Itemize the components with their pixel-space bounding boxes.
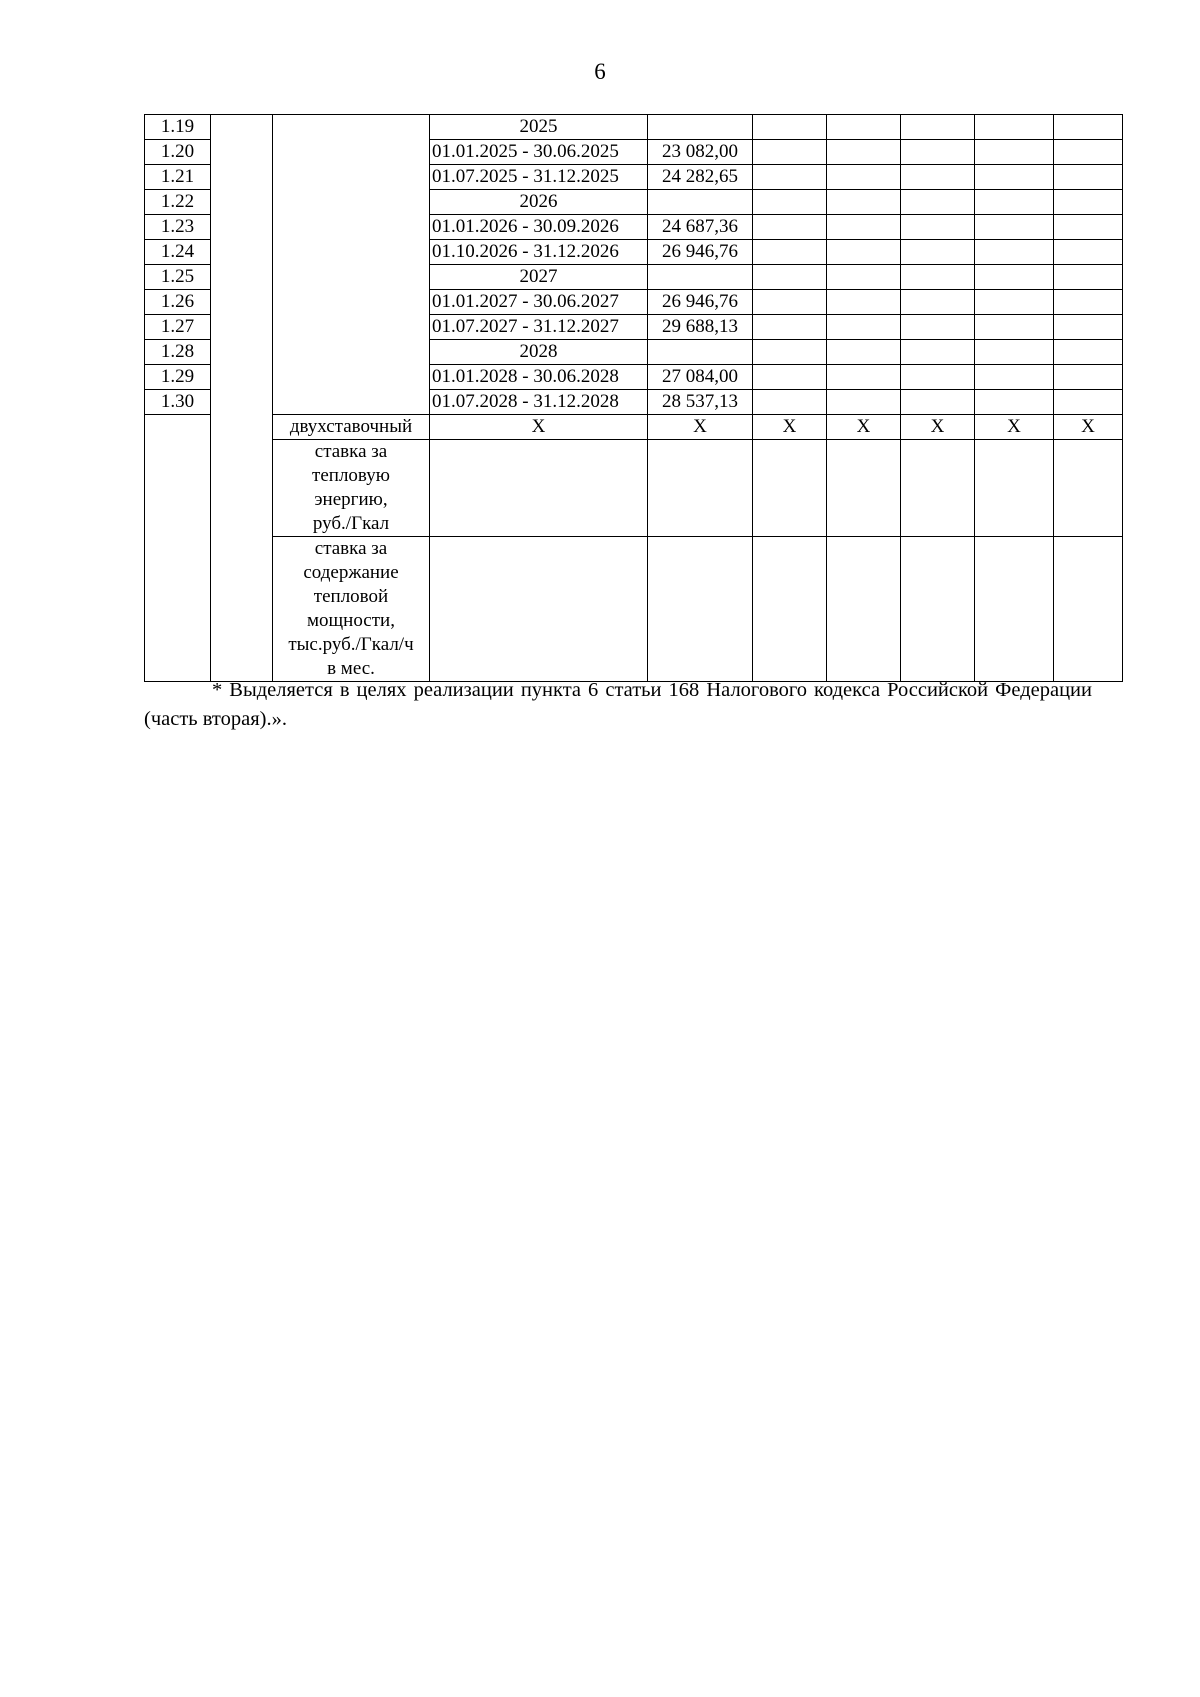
period-cell: 01.01.2026 - 30.09.2026 — [430, 215, 648, 240]
empty-cell — [1054, 165, 1123, 190]
empty-cell — [901, 315, 975, 340]
empty-cell — [1054, 315, 1123, 340]
empty-cell — [827, 240, 901, 265]
empty-cell — [753, 440, 827, 537]
row-number: 1.26 — [145, 290, 211, 315]
empty-cell — [975, 365, 1054, 390]
empty-cell — [753, 240, 827, 265]
tariff-value-cell: 26 946,76 — [648, 290, 753, 315]
tariff-value-cell — [648, 340, 753, 365]
empty-cell — [1054, 290, 1123, 315]
empty-cell — [975, 240, 1054, 265]
empty-cell — [901, 190, 975, 215]
empty-cell — [975, 165, 1054, 190]
capacity-rate-label-line: ставка за — [314, 538, 388, 559]
empty-cell — [1054, 215, 1123, 240]
energy-rate-label-line: энергию, — [314, 489, 388, 510]
empty-cell — [827, 340, 901, 365]
empty-cell — [827, 440, 901, 537]
empty-cell — [1054, 190, 1123, 215]
empty-cell — [827, 537, 901, 682]
period-cell: 01.07.2027 - 31.12.2027 — [430, 315, 648, 340]
empty-cell — [1054, 140, 1123, 165]
empty-cell — [975, 340, 1054, 365]
tariff-value-cell — [648, 265, 753, 290]
period-cell: 01.01.2028 - 30.06.2028 — [430, 365, 648, 390]
empty-cell — [827, 190, 901, 215]
empty-cell — [901, 537, 975, 682]
empty-cell — [753, 140, 827, 165]
row-number: 1.30 — [145, 390, 211, 415]
energy-rate-row — [145, 440, 1123, 537]
empty-cell — [753, 115, 827, 140]
empty-cell — [975, 440, 1054, 537]
capacity-rate-label-line: в мес. — [327, 658, 375, 679]
tariff-table-body — [145, 115, 1123, 682]
period-cell: 01.01.2027 - 30.06.2027 — [430, 290, 648, 315]
empty-cell — [1054, 340, 1123, 365]
x-mark: X — [975, 415, 1054, 440]
empty-cell — [975, 265, 1054, 290]
empty-cell — [1054, 537, 1123, 682]
period-cell: 01.01.2025 - 30.06.2025 — [430, 140, 648, 165]
empty-cell — [827, 115, 901, 140]
row-number: 1.22 — [145, 190, 211, 215]
empty-cell — [975, 115, 1054, 140]
empty-cell — [753, 365, 827, 390]
empty-cell — [975, 190, 1054, 215]
empty-cell — [975, 390, 1054, 415]
empty-cell — [827, 165, 901, 190]
period-cell: 01.07.2028 - 31.12.2028 — [430, 390, 648, 415]
empty-cell — [975, 140, 1054, 165]
x-mark: X — [753, 415, 827, 440]
tariff-value-cell: 28 537,13 — [648, 390, 753, 415]
empty-cell — [827, 265, 901, 290]
period-cell: 01.07.2025 - 31.12.2025 — [430, 165, 648, 190]
capacity-rate-label-line: мощности, — [307, 610, 395, 631]
empty-cell — [753, 537, 827, 682]
empty-cell — [827, 365, 901, 390]
empty-cell — [753, 340, 827, 365]
tariff-value-cell: 24 282,65 — [648, 165, 753, 190]
capacity-rate-label-line: тепловой — [313, 586, 389, 607]
empty-cell — [753, 165, 827, 190]
energy-rate-label-line: тепловую — [312, 465, 390, 486]
empty-cell — [430, 440, 648, 537]
tariff-value-cell: 27 084,00 — [648, 365, 753, 390]
tariff-table — [144, 114, 1123, 682]
empty-cell — [901, 290, 975, 315]
empty-cell — [975, 215, 1054, 240]
row-number: 1.20 — [145, 140, 211, 165]
empty-cell — [1054, 440, 1123, 537]
row-number: 1.25 — [145, 265, 211, 290]
two-part-label: двухставочный — [273, 415, 430, 440]
row-number: 1.24 — [145, 240, 211, 265]
page-number: 6 — [594, 59, 606, 84]
capacity-rate-label — [273, 537, 430, 682]
energy-rate-label — [273, 440, 430, 537]
x-mark: X — [430, 415, 648, 440]
empty-cell — [145, 415, 211, 682]
empty-cell — [1054, 115, 1123, 140]
empty-cell — [901, 115, 975, 140]
empty-cell — [827, 215, 901, 240]
x-mark: X — [901, 415, 975, 440]
empty-cell — [901, 215, 975, 240]
empty-cell — [901, 165, 975, 190]
empty-cell — [753, 190, 827, 215]
empty-cell — [211, 115, 273, 682]
empty-cell — [827, 315, 901, 340]
empty-cell — [1054, 240, 1123, 265]
empty-cell — [753, 215, 827, 240]
empty-cell — [901, 240, 975, 265]
empty-cell — [648, 440, 753, 537]
x-mark: X — [1054, 415, 1123, 440]
year-cell: 2028 — [430, 340, 648, 365]
x-mark: X — [648, 415, 753, 440]
tariff-value-cell: 24 687,36 — [648, 215, 753, 240]
empty-cell — [975, 537, 1054, 682]
x-mark: X — [827, 415, 901, 440]
row-number: 1.28 — [145, 340, 211, 365]
tariff-value-cell — [648, 190, 753, 215]
energy-rate-label-line: ставка за — [314, 441, 388, 462]
empty-cell — [753, 315, 827, 340]
empty-cell — [273, 115, 430, 415]
empty-cell — [753, 390, 827, 415]
empty-cell — [430, 537, 648, 682]
empty-cell — [753, 290, 827, 315]
footnote: * Выделяется в целях реализации пункта 6 статьи 168 Налогового кодекса Российской Федерации (часть вторая).». — [144, 679, 1092, 730]
tariff-value-cell: 23 082,00 — [648, 140, 753, 165]
empty-cell — [827, 390, 901, 415]
empty-cell — [648, 537, 753, 682]
energy-rate-label-line: руб./Гкал — [312, 513, 390, 534]
capacity-rate-label-line: тыс.руб./Гкал/ч — [288, 634, 414, 655]
empty-cell — [901, 140, 975, 165]
empty-cell — [1054, 265, 1123, 290]
capacity-rate-label-line: содержание — [303, 562, 399, 583]
period-cell: 01.10.2026 - 31.12.2026 — [430, 240, 648, 265]
row-number: 1.23 — [145, 215, 211, 240]
year-cell: 2025 — [430, 115, 648, 140]
empty-cell — [1054, 390, 1123, 415]
two-part-row — [145, 415, 1123, 440]
tariff-value-cell: 29 688,13 — [648, 315, 753, 340]
empty-cell — [753, 265, 827, 290]
row-number: 1.19 — [145, 115, 211, 140]
empty-cell — [901, 365, 975, 390]
empty-cell — [827, 290, 901, 315]
row-number: 1.21 — [145, 165, 211, 190]
tariff-value-cell — [648, 115, 753, 140]
table-row — [145, 115, 1123, 140]
capacity-rate-row — [145, 537, 1123, 682]
empty-cell — [901, 265, 975, 290]
empty-cell — [827, 140, 901, 165]
year-cell: 2026 — [430, 190, 648, 215]
empty-cell — [975, 290, 1054, 315]
empty-cell — [1054, 365, 1123, 390]
empty-cell — [975, 315, 1054, 340]
year-cell: 2027 — [430, 265, 648, 290]
empty-cell — [901, 340, 975, 365]
empty-cell — [901, 390, 975, 415]
tariff-value-cell: 26 946,76 — [648, 240, 753, 265]
row-number: 1.29 — [145, 365, 211, 390]
empty-cell — [901, 440, 975, 537]
row-number: 1.27 — [145, 315, 211, 340]
